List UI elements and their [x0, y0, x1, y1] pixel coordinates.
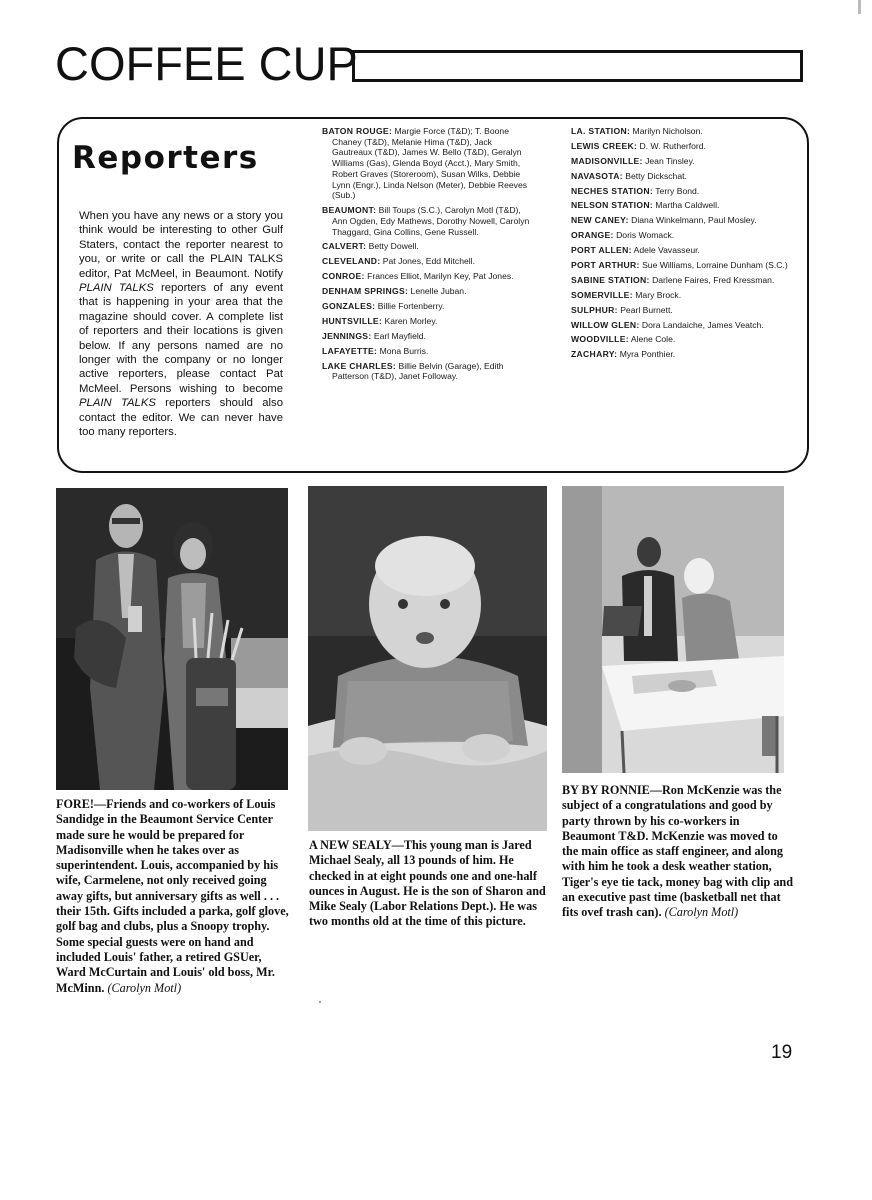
reporter-entry [571, 171, 789, 182]
caption-lead: BY BY RONNIE [562, 783, 650, 797]
photo-couple-golf-gifts [56, 488, 288, 790]
intro-magazine-name-2: PLAIN TALKS [79, 397, 156, 410]
city-name: JENNINGS: [322, 330, 372, 341]
reporter-names: Dora Landaiche, James Veatch. [641, 319, 764, 330]
reporter-names: Diana Winkelmann, Paul Mosley. [631, 215, 757, 226]
reporter-names: Karen Morley. [384, 315, 438, 326]
city-name: SABINE STATION: [571, 274, 650, 285]
reporters-heading: Reporters [72, 140, 259, 176]
caption-lead: A NEW SEALY [309, 838, 392, 852]
reporter-names: Darlene Faires, Fred Kressman. [652, 274, 775, 285]
reporter-entry [571, 260, 789, 271]
reporter-names: Frances Elliot, Marilyn Key, Pat Jones. [367, 271, 514, 282]
city-name: GONZALES: [322, 300, 376, 311]
reporter-names: Marilyn Nicholson. [632, 126, 703, 136]
reporter-entry [571, 215, 789, 226]
reporter-entry [322, 301, 534, 312]
reporter-entry [571, 320, 789, 331]
city-name: SOMERVILLE: [571, 289, 633, 300]
reporter-entry [571, 126, 789, 137]
reporter-entry [322, 205, 534, 237]
city-name: PORT ARTHUR: [571, 260, 640, 271]
city-name: CLEVELAND: [322, 256, 381, 267]
city-name: SULPHUR: [571, 304, 618, 315]
reporter-entry [571, 334, 789, 345]
reporter-entry [571, 305, 789, 316]
city-name: ZACHARY: [571, 349, 618, 360]
reporter-names: Jean Tinsley. [645, 155, 695, 166]
caption-body: —This young man is Jared Michael Sealy, all 13 pounds of him. He checked in at eight pounds one and one-half ounces in August. He is the son of Sharon and Mike Sealy (Labor Relations Dept.). He was two months old at the time of this picture. [309, 838, 546, 929]
reporter-entry [322, 286, 534, 297]
city-name: LAKE CHARLES: [322, 360, 397, 371]
reporter-entry [571, 186, 789, 197]
city-name: PORT ALLEN: [571, 245, 632, 256]
reporters-intro [79, 209, 283, 440]
scan-speck [319, 1001, 321, 1003]
reporter-names: Doris Womack. [616, 230, 675, 241]
reporter-names: D. W. Rutherford. [639, 140, 706, 151]
city-name: CALVERT: [322, 241, 367, 252]
scan-edge-mark [858, 0, 861, 14]
reporter-entry [322, 271, 534, 282]
reporter-entry [322, 256, 534, 267]
intro-text-3: reporters should also contact the editor. We can never have too many reporters. [79, 397, 283, 439]
reporter-entry [322, 126, 534, 201]
photo-farewell-party [562, 486, 784, 773]
reporter-names: Martha Caldwell. [655, 200, 720, 211]
reporter-names: Earl Mayfield. [373, 330, 426, 341]
reporter-names: Pat Jones, Edd Mitchell. [382, 256, 475, 267]
reporter-names: Betty Dickschat. [625, 170, 687, 181]
city-name: HUNTSVILLE: [322, 315, 383, 326]
caption-body: —Ron McKenzie was the subject of a congratulations and good by party thrown by his co-workers in Beaumont T&D. McKenzie was moved to the main office as staff engineer, and along with him he took a desk weather station, Tiger's eye tie tack, money bag with clip and an executive past time (basketball net that fits ovef trash can). [562, 783, 793, 920]
city-name: MADISONVILLE: [571, 155, 643, 166]
caption-fore [56, 797, 290, 996]
reporter-entry [571, 290, 789, 301]
city-name: NAVASOTA: [571, 170, 623, 181]
city-name: CONROE: [322, 271, 365, 282]
intro-magazine-name-1: PLAIN TALKS [79, 282, 154, 295]
reporter-names: Betty Dowell. [368, 241, 419, 252]
city-name: LA. STATION: [571, 126, 631, 136]
city-name: LAFAYETTE: [322, 345, 378, 356]
reporter-names: Mary Brock. [635, 289, 682, 300]
reporter-entry [322, 331, 534, 342]
caption-new-sealy [309, 838, 547, 930]
reporter-names: Alene Cole. [630, 334, 676, 345]
photo-baby-jared [308, 486, 547, 831]
reporter-names: Margie Force (T&D); T. Boone Chaney (T&D), Melanie Hima (T&D), Jack Gautreaux (T&D), James W. Bello (T&D), Geralyn Williams (Gas), Glenda Boyd (Acct.), Mary Smith, Robert Graves (Storeroom), Susan Wilks, Debbie Lynn (Engr.), Linda Nelson (Meter), Debbie Reeves (Sub.) [332, 126, 528, 201]
city-name: NELSON STATION: [571, 200, 653, 211]
photo-credit: (Carolyn Motl) [664, 905, 739, 920]
reporter-entry [322, 241, 534, 252]
reporter-entry [571, 349, 789, 360]
reporters-list-right [571, 126, 789, 364]
reporter-entry [571, 141, 789, 152]
city-name: WILLOW GLEN: [571, 319, 640, 330]
reporter-entry [322, 361, 534, 382]
caption-by-by-ronnie [562, 783, 794, 921]
city-name: NECHES STATION: [571, 185, 654, 196]
reporter-names: Pearl Burnett. [620, 304, 673, 315]
reporter-names: Billie Belvin (Garage), Edith Patterson (T&D), Janet Followay. [332, 360, 504, 382]
intro-text-1: When you have any news or a story you think would be interesting to other Gulf Staters, contact the reporter nearest to you, or write or call the PLAIN TALKS editor, Pat McMeel, in Beaumont. Notify [79, 210, 283, 280]
reporter-names: Sue Williams, Lorraine Dunham (S.C.) [642, 260, 788, 271]
reporter-entry [571, 230, 789, 241]
city-name: DENHAM SPRINGS: [322, 286, 409, 297]
intro-text-2: reporters of any event that is happening in your area that the magazine should cover. A complete list of reporters and their locations is given below. If any persons named are no longer with the company or no longer active reporters, please contact Pat McMeel. Persons wishing to become [79, 282, 284, 395]
city-name: ORANGE: [571, 230, 614, 241]
section-title: COFFEE CUP [55, 37, 358, 90]
city-name: BEAUMONT: [322, 205, 377, 216]
caption-lead: FORE! [56, 797, 94, 811]
photo-credit: (Carolyn Motl) [107, 980, 182, 995]
reporter-entry [571, 245, 789, 256]
reporter-names: Adele Vavasseur. [633, 245, 700, 256]
reporter-names: Bill Toups (S.C.), Carolyn Motl (T&D), Ann Ogden, Edy Mathews, Dorothy Nowell, Carolyn Thaggard, Gina Collins, Gene Russell. [332, 205, 530, 237]
city-name: BATON ROUGE: [322, 126, 393, 136]
reporter-entry [571, 156, 789, 167]
reporter-entry [322, 346, 534, 357]
page-number: 19 [771, 1042, 793, 1063]
title-rule-box [352, 50, 803, 82]
city-name: NEW CANEY: [571, 215, 629, 226]
reporter-names: Lenelle Juban. [410, 286, 467, 297]
reporter-entry [322, 316, 534, 327]
reporter-entry [571, 200, 789, 211]
reporter-names: Mona Burris. [379, 345, 429, 356]
reporter-names: Myra Ponthier. [619, 349, 676, 360]
city-name: WOODVILLE: [571, 334, 629, 345]
city-name: LEWIS CREEK: [571, 140, 638, 151]
reporters-list-middle [322, 126, 534, 386]
caption-body: —Friends and co-workers of Louis Sandidge in the Beaumont Service Center made sure he would be prepared for Madisonville when he takes over as superintendent. Louis, accompanied by his wife, Carmelene, not only received going away gifts, but anniversary gifts as well . . . their 15th. Gifts included a parka, golf glove, golf bag and clubs, plus a Snoopy trophy. Some special guests were on hand and included Louis' father, a retired GSUer, Ward McCurtain and Louis' old boss, Mr. McMinn. [56, 797, 289, 995]
reporter-entry [571, 275, 789, 286]
reporter-names: Billie Fortenberry. [377, 300, 445, 311]
reporter-names: Terry Bond. [655, 185, 700, 196]
